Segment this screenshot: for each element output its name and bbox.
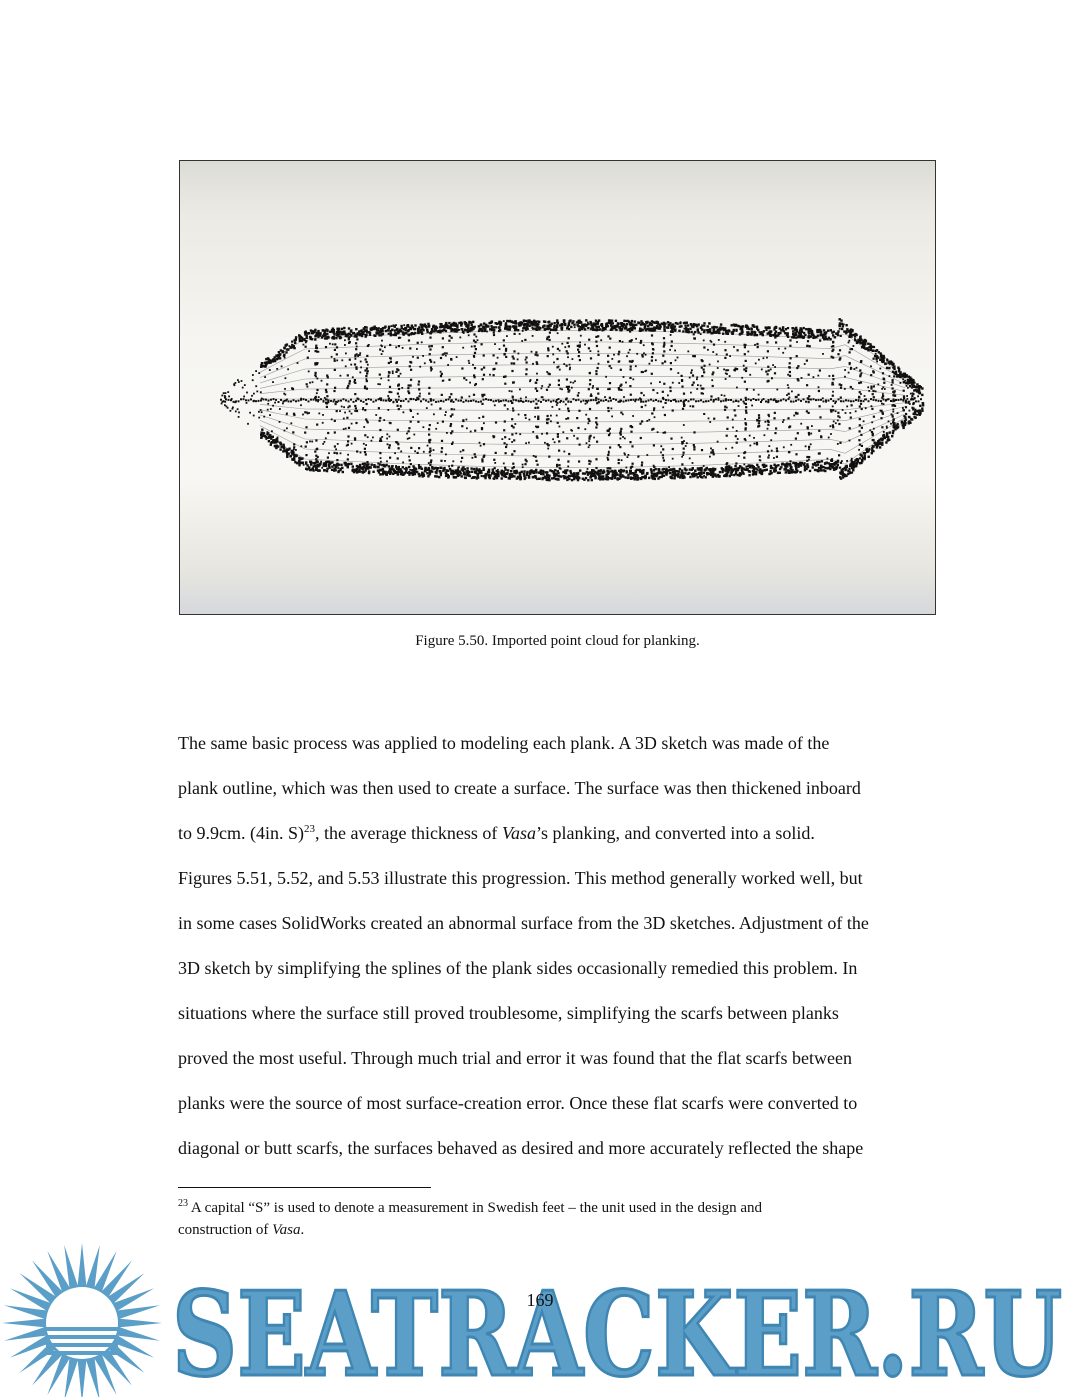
- footnote-marker: 23: [178, 1198, 188, 1209]
- footnote-text: A capital “S” is used to denote a measurement in Swedish feet – the unit used in the design and: [188, 1200, 763, 1216]
- footnote-line: [178, 1197, 938, 1219]
- watermark-logo: [0, 1235, 1080, 1397]
- figure-caption: Figure 5.50. Imported point cloud for planking.: [415, 633, 700, 649]
- body-line: planks were the source of most surface-creation error. Once these flat scarfs were converted to: [178, 1093, 858, 1113]
- body-line: 3D sketch by simplifying the splines of the plank sides occasionally remedied this problem. In: [178, 958, 858, 978]
- body-line: proved the most useful. Through much trial and error it was found that the flat scarfs between: [178, 1048, 852, 1068]
- vessel-name: Vasa: [501, 823, 536, 843]
- body-line: Figures 5.51, 5.52, and 5.53 illustrate this progression. This method generally worked well, but: [178, 868, 863, 888]
- body-text-run: , the average thickness of: [315, 823, 502, 843]
- watermark-graphic: [0, 1235, 1080, 1397]
- vessel-name: Vasa: [272, 1222, 301, 1238]
- body-paragraph: [178, 721, 938, 1171]
- body-line: in some cases SolidWorks created an abnormal surface from the 3D sketches. Adjustment of the: [178, 913, 869, 933]
- footnote-line: [178, 1219, 938, 1241]
- page-number: 169: [526, 1290, 554, 1310]
- body-line: diagonal or butt scarfs, the surfaces behaved as desired and more accurately reflected the shape: [178, 1138, 864, 1158]
- svg-text:SEATRACKER.RU: SEATRACKER.RU: [172, 1267, 1062, 1397]
- body-text-run: ’s planking, and converted into a solid.: [535, 823, 815, 843]
- point-cloud-graphic: [180, 161, 935, 614]
- footnote-separator: [178, 1187, 431, 1188]
- body-line: plank outline, which was then used to create a surface. The surface was then thickened inboard: [178, 778, 861, 798]
- body-line: [178, 811, 938, 856]
- footnote-reference[interactable]: 23: [304, 823, 315, 835]
- footnote-text: .: [300, 1222, 305, 1238]
- footnote-text: construction of: [178, 1222, 273, 1238]
- body-line: The same basic process was applied to modeling each plank. A 3D sketch was made of the: [178, 733, 830, 753]
- body-line: situations where the surface still proved troublesome, simplifying the scarfs between planks: [178, 1003, 839, 1023]
- body-text-run: to 9.9cm. (4in. S): [178, 823, 304, 843]
- figure-image-point-cloud: [179, 160, 936, 615]
- sun-emblem-icon: [2, 1243, 162, 1397]
- footnote: [178, 1197, 938, 1241]
